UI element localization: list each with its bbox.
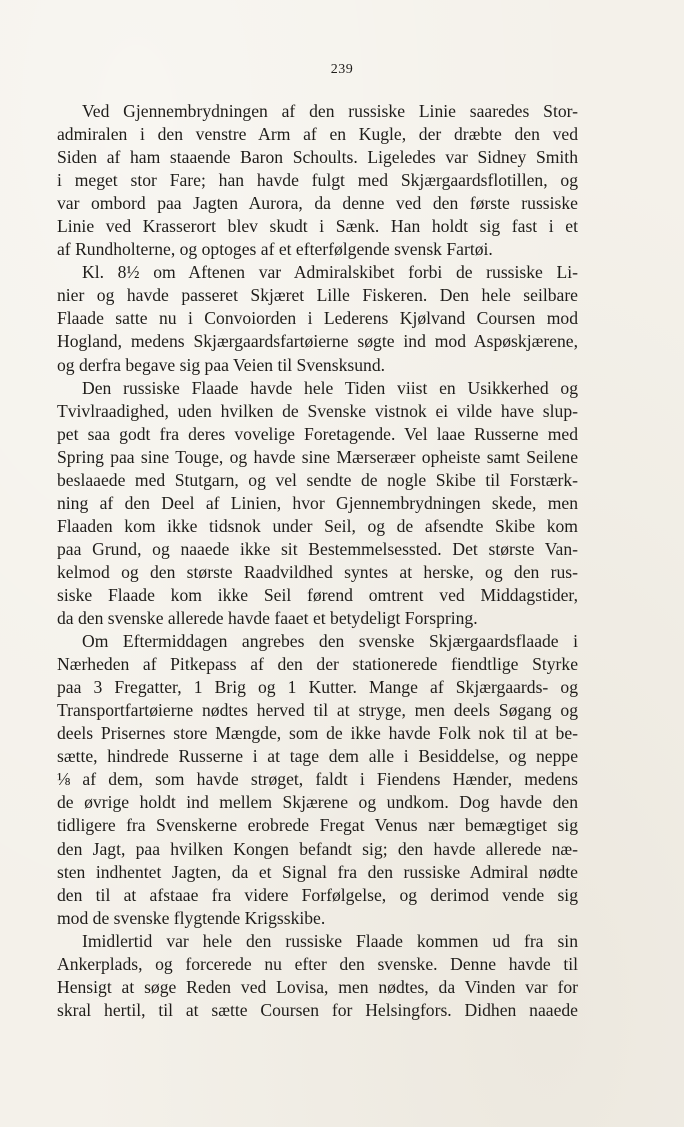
text-line: tidligere fra Svenskerne erobrede Fregat Venus nær bemægtiget sig <box>57 815 578 836</box>
text-line: den Jagt, paa hvilken Kongen befandt sig; den havde allerede næ- <box>57 838 578 859</box>
text-line: af Rundholterne, og optoges af et efterfølgende svensk Fartøi. <box>57 239 493 260</box>
text-line: ⅛ af dem, som havde strøget, faldt i Fiendens Hænder, medens <box>57 769 578 790</box>
text-line: beslaaede med Stutgarn, og vel sendte de nogle Skibe til Forstærk- <box>57 469 578 490</box>
text-line: admiralen i den venstre Arm af en Kugle, der dræbte den ved <box>57 124 578 145</box>
page-number: 239 <box>330 62 354 77</box>
text-line: Hensigt at søge Reden ved Lovisa, men nødtes, da Vinden var for <box>57 976 578 997</box>
text-line: skral hertil, til at sætte Coursen for Helsingfors. Didhen naaede <box>57 999 578 1020</box>
text-line: siske Flaade kom ikke Seil førend omtrent ved Middagstider, <box>57 584 578 605</box>
text-line: nier og havde passeret Skjæret Lille Fiskeren. Den hele seilbare <box>57 285 578 306</box>
text-line: den til at afstaae fra videre Forfølgelse, og derimod vende sig <box>57 884 578 905</box>
text-line: Nærheden af Pitkepass af den der stationerede fiendtlige Styrke <box>57 654 578 675</box>
text-line: og derfra begave sig paa Veien til Svensksund. <box>57 354 386 375</box>
text-line: de øvrige holdt ind mellem Skjærene og undkom. Dog havde den <box>57 792 578 813</box>
text-line: paa 3 Fregatter, 1 Brig og 1 Kutter. Mange af Skjærgaards- og <box>57 677 578 698</box>
text-line: i meget stor Fare; han havde fulgt med Skjærgaardsflotillen, og <box>57 170 578 191</box>
text-line: Hogland, medens Skjærgaardsfartøierne søgte ind mod Aspøskjærene, <box>57 331 578 352</box>
text-line: var ombord paa Jagten Aurora, da denne ved den første russiske <box>57 193 578 214</box>
body-text <box>57 100 578 1022</box>
text-line: Transportfartøierne nødtes herved til at stryge, men deels Søgang og <box>57 700 578 721</box>
text-line: Flaaden kom ikke tidsnok under Seil, og de afsendte Skibe kom <box>57 515 578 536</box>
text-line: Spring paa sine Touge, og havde sine Mærseræer opheiste samt Seilene <box>57 446 578 467</box>
text-line: mod de svenske flygtende Krigsskibe. <box>57 907 326 928</box>
text-line: Imidlertid var hele den russiske Flaade kommen ud fra sin <box>82 930 578 951</box>
text-line: Ankerplads, og forcerede nu efter den svenske. Denne havde til <box>57 953 578 974</box>
text-line: kelmod og den største Raadvildhed syntes at herske, og den rus- <box>57 561 578 582</box>
text-line: sten indhentet Jagten, da et Signal fra den russiske Admiral nødte <box>57 861 578 882</box>
text-line: deels Prisernes store Mængde, som de ikke havde Folk nok til at be- <box>57 723 578 744</box>
text-line: pet saa godt fra deres vovelige Foretagende. Vel laae Russerne med <box>57 423 578 444</box>
text-line: sætte, hindrede Russerne i at tage dem alle i Besiddelse, og neppe <box>57 746 578 767</box>
text-line: Flaade satte nu i Convoiorden i Lederens Kjølvand Coursen mod <box>57 308 578 329</box>
text-line: paa Grund, og naaede ikke sit Bestemmelsessted. Det største Van- <box>57 538 578 559</box>
text-line: ning af den Deel af Linien, hvor Gjennembrydningen skede, men <box>57 492 578 513</box>
text-line: Linie ved Krasserort blev skudt i Sænk. Han holdt sig fast i et <box>57 216 578 237</box>
text-line: Siden af ham staaende Baron Schoults. Ligeledes var Sidney Smith <box>57 147 578 168</box>
text-line: Ved Gjennembrydningen af den russiske Linie saaredes Stor- <box>82 101 578 121</box>
text-line: Om Eftermiddagen angrebes den svenske Skjærgaardsflaade i <box>82 631 578 652</box>
text-line: Den russiske Flaade havde hele Tiden viist en Usikkerhed og <box>82 377 578 398</box>
text-line: Tvivlraadighed, uden hvilken de Svenske vistnok ei vilde have slup- <box>57 400 578 421</box>
text-line: da den svenske allerede havde faaet et betydeligt Forspring. <box>57 608 478 629</box>
text-line: Kl. 8½ om Aftenen var Admiralskibet forbi de russiske Li- <box>82 262 578 283</box>
